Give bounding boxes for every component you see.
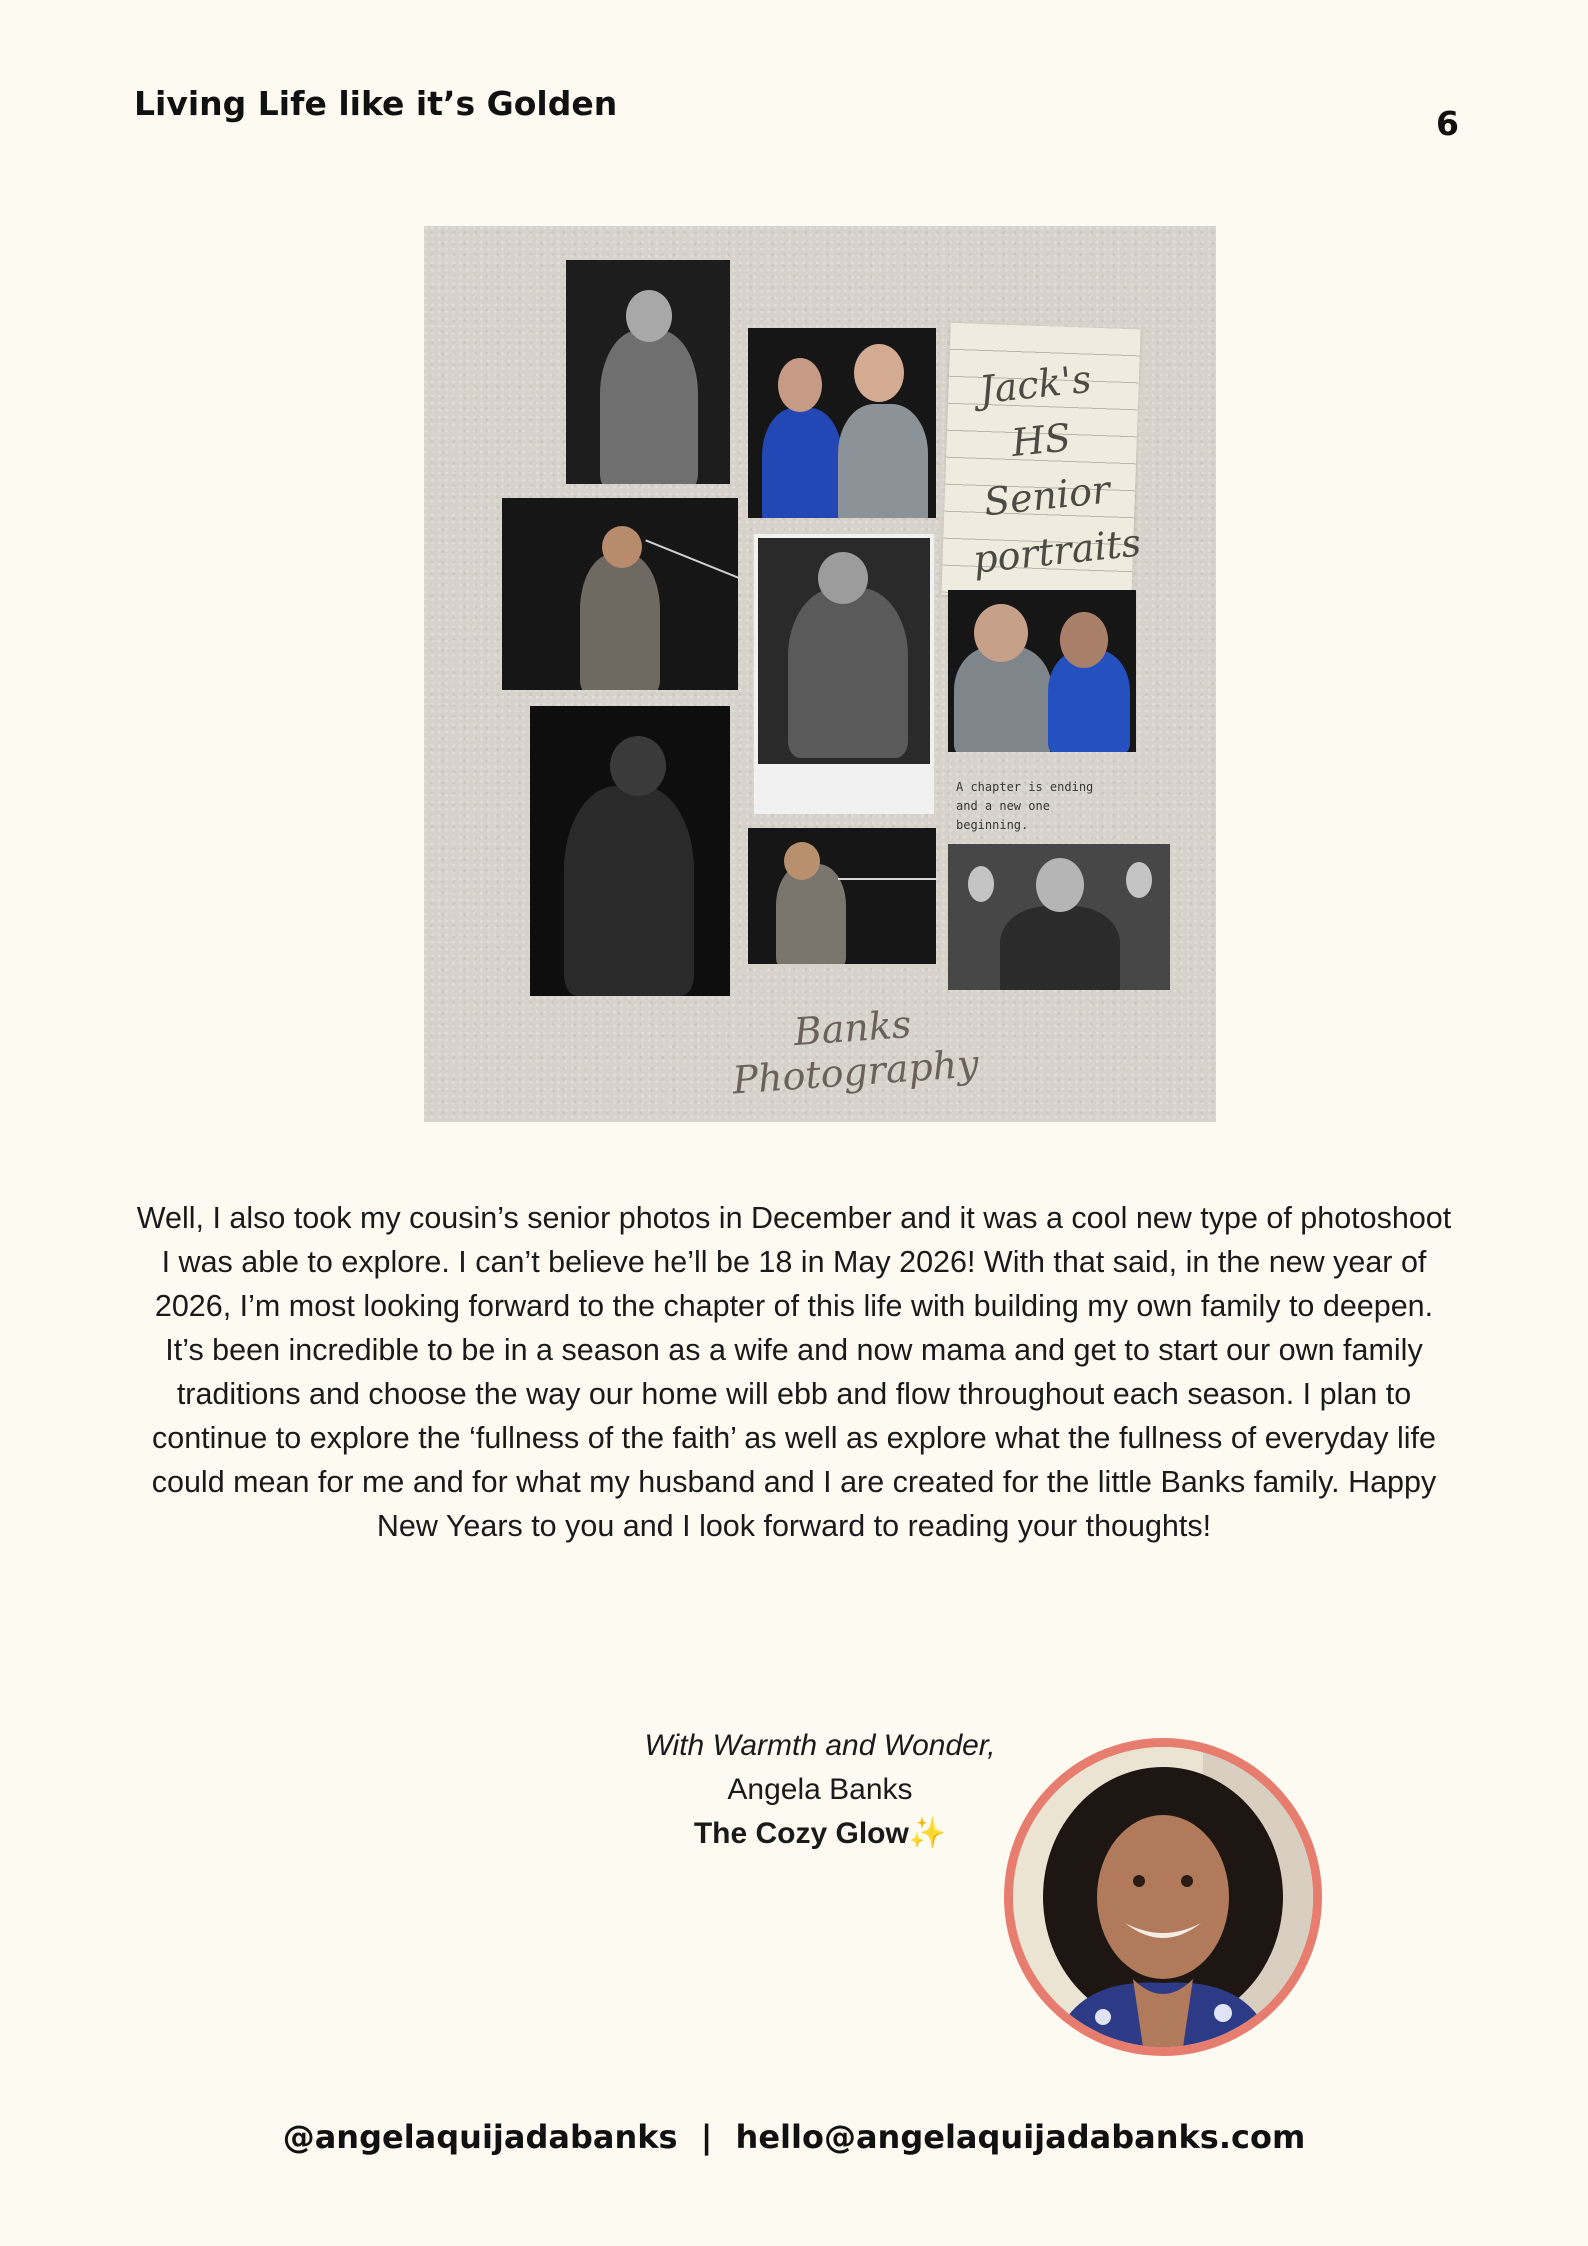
footer-separator: | [700,2118,713,2156]
collage-photo-seated-dark [530,706,730,996]
collage-photo-portrait-standing [566,260,730,484]
footer-contact [0,2118,1588,2156]
photo-collage [424,226,1216,1122]
collage-photo-couple-laughing [948,590,1136,752]
collage-signature: Banks Photography [731,1002,981,1103]
email-link[interactable]: hello@angelaquijadabanks.com [735,2118,1306,2156]
closing-name: Angela Banks [727,1773,913,1806]
social-handle-link[interactable]: @angelaquijadabanks [282,2118,678,2156]
collage-note-text: Jack's HS Senior portraits [970,356,1143,582]
collage-photo-hands-up [948,844,1170,990]
collage-caption: A chapter is ending and a new one beginning. [956,780,1094,832]
collage-photo-couple-top [748,328,936,518]
collage-photo-fencing-swing [502,498,738,690]
closing-block [560,1724,1080,1856]
page-header-title: Living Life like it’s Golden [134,84,618,123]
collage-polaroid-photo [754,534,934,814]
closing-salutation: With Warmth and Wonder, [644,1729,996,1762]
body-paragraph: Well, I also took my cousin’s senior photos in December and it was a cool new type of photoshoot I was able to explore. I can’t believe he’ll be 18 in May 2026! With that said, in the new year of 2026, I’m most looking forward to the chapter of this life with building my own family to deepen. It’s been incredible to be in a season as a wife and now mama and get to start our own family traditions and choose the way our home will ebb and flow throughout each season. I plan to continue to explore the ‘fullness of the faith’ as well as explore what the fullness of everyday life could mean for me and for what my husband and I are created for the little Banks family. Happy New Years to you and I look forward to reading your thoughts! [136,1201,1452,1543]
page-number: 6 [1436,104,1459,143]
collage-photo-fencing-lunge [748,828,936,964]
brand-name: The Cozy Glow [693,1817,909,1850]
sparkle-icon: ✨ [908,1817,947,1850]
author-avatar [1004,1738,1322,2056]
closing-brand [560,1812,1080,1856]
author-portrait-icon [1013,1747,1313,2047]
